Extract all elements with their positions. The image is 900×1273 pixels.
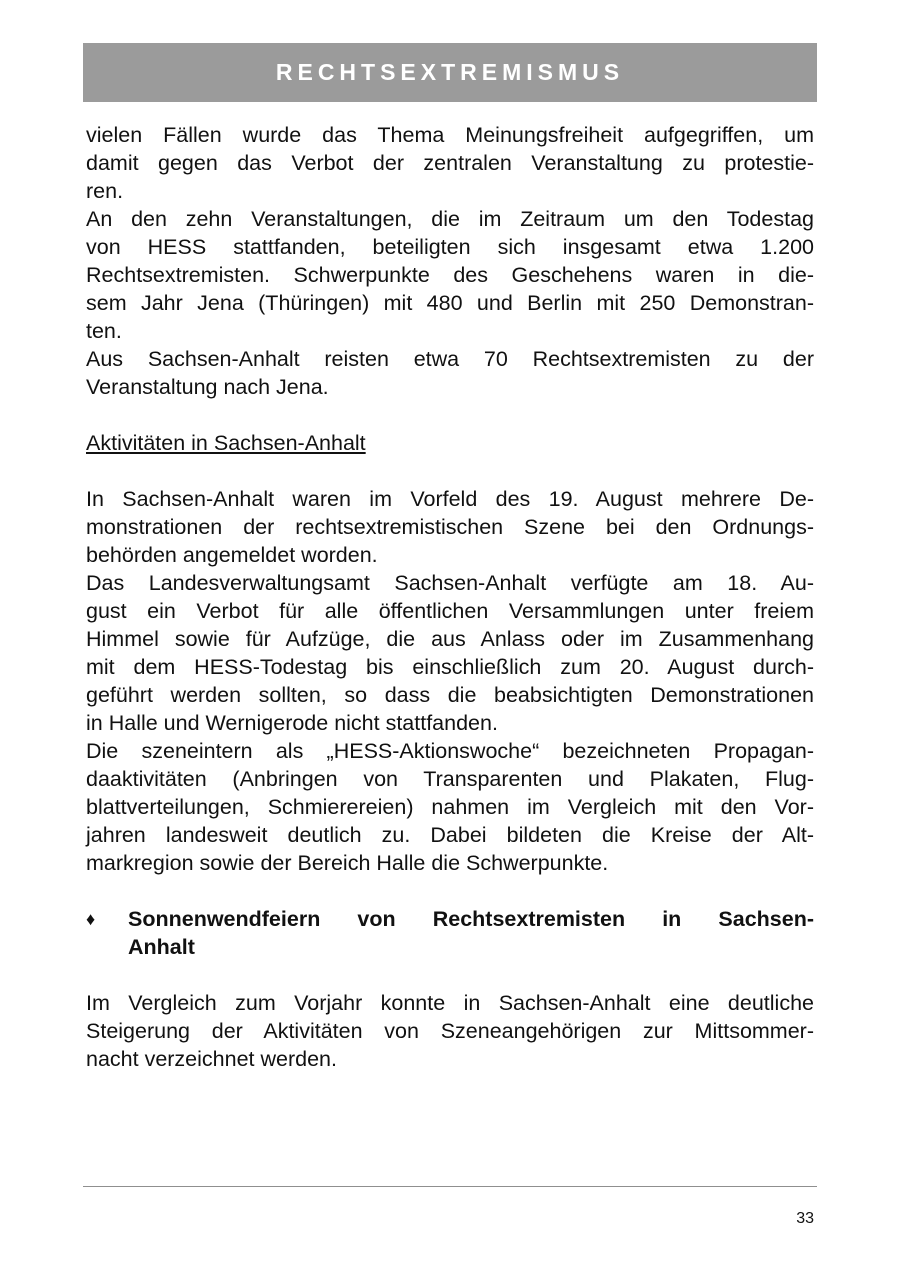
text-line: ren. — [86, 179, 124, 203]
text-line: markregion sowie der Bereich Halle die Schwerpunkte. — [86, 851, 609, 875]
page-number: 33 — [796, 1210, 814, 1227]
text-line: Rechtsextremisten. Schwerpunkte des Geschehens waren in die- — [86, 263, 814, 287]
text-line: Himmel sowie für Aufzüge, die aus Anlass oder im Zusammenhang — [86, 627, 814, 651]
paragraph — [86, 485, 814, 569]
section-subheading: Aktivitäten in Sachsen-Anhalt — [86, 431, 366, 455]
paragraph — [86, 121, 814, 205]
text-line: Die szeneintern als „HESS-Aktionswoche“ bezeichneten Propagan- — [86, 739, 814, 763]
text-line: behörden angemeldet worden. — [86, 543, 378, 567]
paragraph — [86, 989, 814, 1073]
paragraph — [86, 569, 814, 737]
text-line: geführt werden sollten, so dass die beabsichtigten Demonstrationen — [86, 683, 814, 707]
text-line: mit dem HESS-Todestag bis einschließlich zum 20. August durch- — [86, 655, 814, 679]
text-line: Das Landesverwaltungsamt Sachsen-Anhalt verfügte am 18. Au- — [86, 571, 814, 595]
text-line: damit gegen das Verbot der zentralen Veranstaltung zu protestie- — [86, 151, 814, 175]
paragraph — [86, 205, 814, 345]
text-line: in Halle und Wernigerode nicht stattfanden. — [86, 711, 498, 735]
paragraph — [86, 737, 814, 877]
bullet-indent — [86, 933, 128, 961]
bullet-heading-line: Sonnenwendfeiern von Rechtsextremisten in Sachsen- — [128, 907, 814, 931]
spacer — [86, 457, 814, 485]
text-line: In Sachsen-Anhalt waren im Vorfeld des 19. August mehrere De- — [86, 487, 814, 511]
footer-divider — [83, 1186, 817, 1187]
bullet-heading-line: Anhalt — [128, 935, 195, 959]
spacer — [86, 961, 814, 989]
page-header-title: RECHTSEXTREMISMUS — [275, 59, 625, 85]
diamond-bullet-icon: ♦ — [86, 909, 96, 929]
text-line: daaktivitäten (Anbringen von Transparenten und Plakaten, Flug- — [86, 767, 814, 791]
text-line: sem Jahr Jena (Thüringen) mit 480 und Berlin mit 250 Demonstran- — [86, 291, 814, 315]
text-line: monstrationen der rechtsextremistischen Szene bei den Ordnungs- — [86, 515, 814, 539]
text-line: Steigerung der Aktivitäten von Szeneangehörigen zur Mittsommer- — [86, 1019, 814, 1043]
text-line: Veranstaltung nach Jena. — [86, 375, 329, 399]
text-line: von HESS stattfanden, beteiligten sich insgesamt etwa 1.200 — [86, 235, 814, 259]
main-content — [86, 121, 814, 1073]
text-line: Aus Sachsen-Anhalt reisten etwa 70 Rechtsextremisten zu der — [86, 347, 814, 371]
text-line: vielen Fällen wurde das Thema Meinungsfreiheit aufgegriffen, um — [86, 123, 814, 147]
text-line: gust ein Verbot für alle öffentlichen Versammlungen unter freiem — [86, 599, 814, 623]
text-line: An den zehn Veranstaltungen, die im Zeitraum um den Todestag — [86, 207, 814, 231]
paragraph — [86, 345, 814, 401]
text-line: nacht verzeichnet werden. — [86, 1047, 337, 1071]
text-line: ten. — [86, 319, 122, 343]
bullet-heading — [86, 905, 814, 961]
text-line: Im Vergleich zum Vorjahr konnte in Sachsen-Anhalt eine deutliche — [86, 991, 814, 1015]
header-band — [83, 43, 817, 102]
text-line: jahren landesweit deutlich zu. Dabei bildeten die Kreise der Alt- — [86, 823, 814, 847]
text-line: blattverteilungen, Schmierereien) nahmen im Vergleich mit den Vor- — [86, 795, 814, 819]
spacer — [86, 401, 814, 429]
spacer — [86, 877, 814, 905]
